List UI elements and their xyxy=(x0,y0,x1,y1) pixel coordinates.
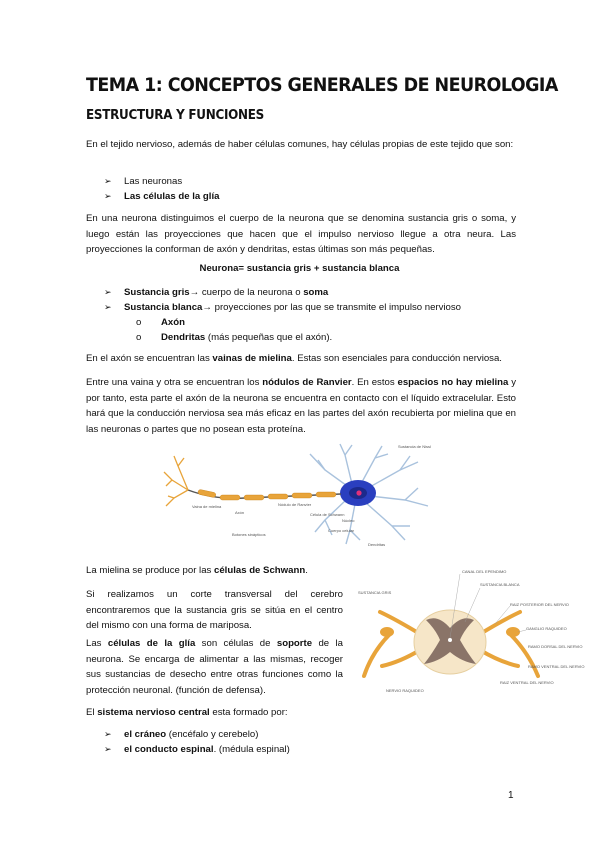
label-myelin-sheath: Vaina de mielina xyxy=(192,504,222,509)
intro-paragraph: En el tejido nervioso, además de haber células comunes, hay células propias de este tejido que son: xyxy=(86,139,514,150)
label-synaptic-buttons: Botones sinápticos xyxy=(232,532,266,537)
arrow-bullet-icon: ➢ xyxy=(104,744,112,754)
ranvier-paragraph: Entre una vaina y otra se encuentran los nódulos de Ranvier. En estos espacios no hay mielina y por tanto, esta parte el axón de la neurona se encuentra en contacto con el líquido extracelular. Esto hará que la conducción nerviosa sea más eficaz en las partes del axón recubierta por mielina que en las neuronas o partes que no posean esta proteína. xyxy=(86,377,517,435)
label-white-matter: SUSTANCIA BLANCA xyxy=(480,582,520,587)
neuron-paragraph: En una neurona distinguimos el cuerpo de la neurona que se denomina sustancia gris o soma, y luego están las proyecciones que hacen que el impulso nervioso llegue a otra neura. Las proyecciones la conforman de axón y dendritas, estas últimas son más pequeñas. xyxy=(86,213,516,255)
cns-paragraph: El sistema nervioso central esta formado por: xyxy=(86,707,288,718)
neuron-diagram xyxy=(160,440,440,550)
list-item: ➢ el cráneo (encéfalo y cerebelo) xyxy=(104,729,259,740)
list-item: ➢ Sustancia gris→ cuerpo de la neurona o soma xyxy=(104,287,329,298)
sub-list-item: o Axón xyxy=(136,317,185,328)
label-ventral-branch: RAMO VENTRAL DEL NERVIO xyxy=(528,664,585,669)
list-item: ➢ el conducto espinal. (médula espinal) xyxy=(104,744,290,755)
sub-list-item: o Dendritas (más pequeñas que el axón). xyxy=(136,332,333,343)
page-title: TEMA 1: CONCEPTOS GENERALES DE NEUROLOGIA xyxy=(86,74,558,96)
arrow-bullet-icon: ➢ xyxy=(104,302,112,312)
left-ganglion xyxy=(380,627,394,637)
label-ranvier: Nódulo de Ranvier xyxy=(278,502,312,507)
schwann-paragraph: La mielina se produce por las células de Schwann. xyxy=(86,565,308,576)
label-ventral-root: RAIZ VENTRAL DEL NERVIO xyxy=(500,680,554,685)
label-cell-body: Cuerpo celular xyxy=(328,528,355,533)
central-canal xyxy=(448,638,452,642)
list-item: ➢ Sustancia blanca→ proyecciones por las que se transmite el impulso nervioso xyxy=(104,302,462,313)
neuron-formula: Neurona= sustancia gris + sustancia blanca xyxy=(199,263,400,274)
circle-bullet-icon: o xyxy=(136,317,142,328)
myelin-paragraph: En el axón se encuentran las vainas de mielina. Estas son esenciales para conducción nerviosa. xyxy=(86,353,502,364)
right-ganglion xyxy=(506,627,520,637)
arrow-bullet-icon: ➢ xyxy=(104,287,112,297)
arrow-bullet-icon: ➢ xyxy=(104,729,112,739)
list-item: ➢ Las neuronas xyxy=(104,176,183,187)
label-nucleus: Núcleo xyxy=(342,518,355,523)
label-schwann-cell: Célula de Schwann xyxy=(310,512,345,517)
spinal-cord-diagram xyxy=(350,564,585,712)
arrow-bullet-icon: ➢ xyxy=(104,191,112,201)
arrow-bullet-icon: ➢ xyxy=(104,176,112,186)
label-spinal-nerve: NERVIO RAQUIDEO xyxy=(386,688,424,693)
label-ganglion: GANGLIO RAQUIDEO xyxy=(526,626,567,631)
page-number: 1 xyxy=(508,790,514,801)
label-posterior-root: RAIZ POSTERIOR DEL NERVIO xyxy=(510,602,569,607)
label-dorsal-branch: RAMO DORSAL DEL NERVIO xyxy=(528,644,583,649)
nucleolus xyxy=(356,490,361,495)
transverse-cut-paragraph: Si realizamos un corte transversal del cerebro encontraremos que la sustancia gris se sitúa en el centro del mismo con una forma de mariposa. xyxy=(86,589,343,631)
glia-paragraph: Las células de la glía son células de soporte de la neurona. Se encarga de alimentar a las mismas, recoger sus sustancias de desecho entre otras funciones como la protección neuronal. (función de defensa). xyxy=(86,638,343,696)
label-dendrites: Dendritas xyxy=(368,542,386,547)
label-axon: Axón xyxy=(235,510,245,515)
label-ependymal-canal: CANAL DEL EPENDIMO xyxy=(462,569,507,574)
label-nissl: Sustancia de Nissl xyxy=(398,444,431,449)
section-subtitle: ESTRUCTURA Y FUNCIONES xyxy=(86,108,264,123)
list-item: ➢ Las células de la glía xyxy=(104,191,220,202)
label-gray-matter: SUSTANCIA GRIS xyxy=(358,590,392,595)
circle-bullet-icon: o xyxy=(136,332,142,343)
